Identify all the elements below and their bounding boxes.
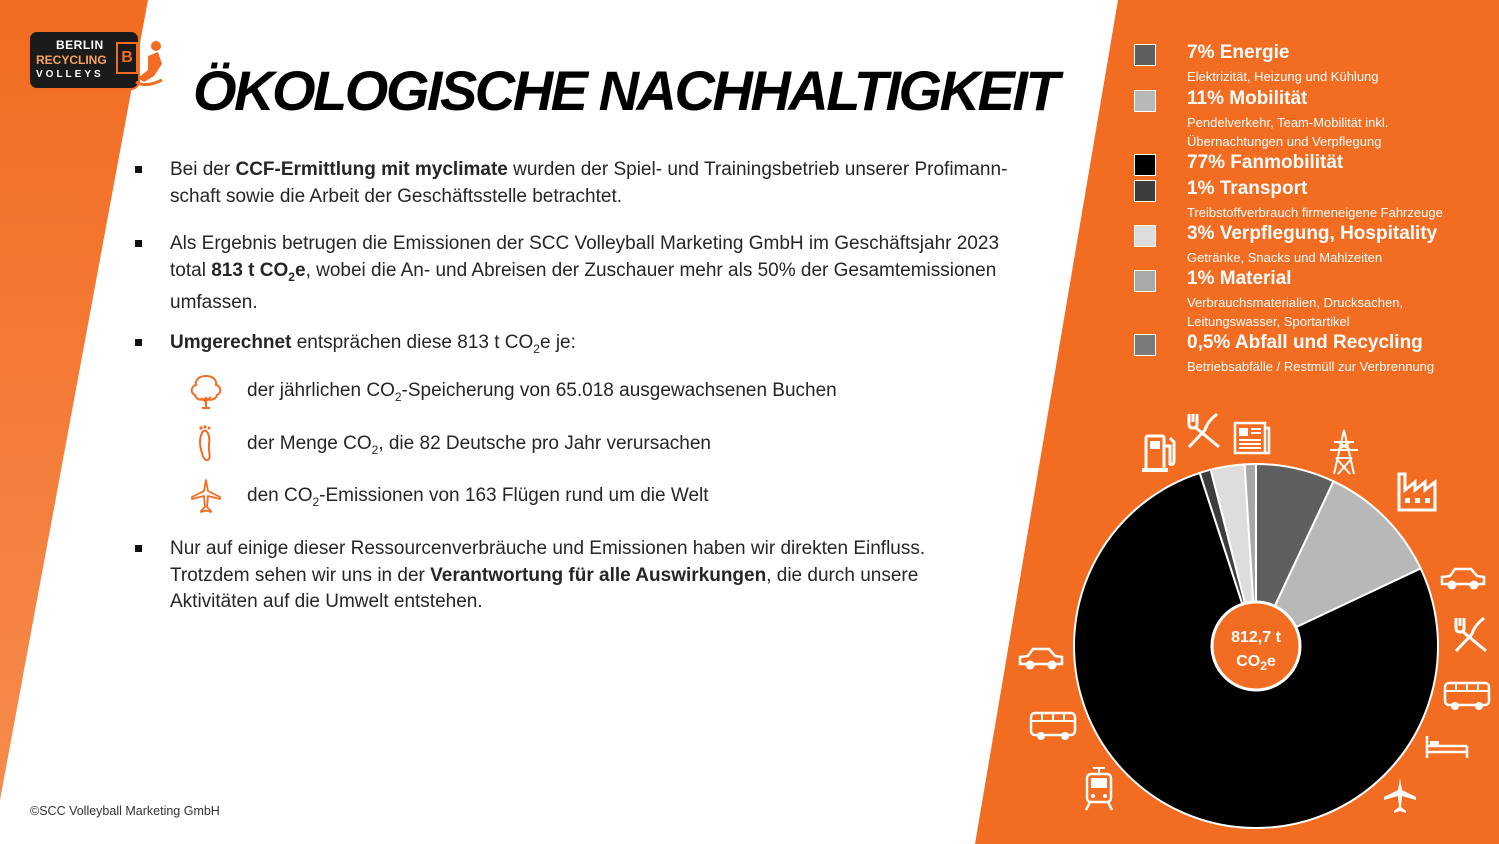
equivalent-text: der jährlichen $CO_2$-Speicherung von 65.018 ausgewachsenen Buchen bbox=[247, 380, 837, 404]
footprint-icon bbox=[188, 425, 224, 463]
legend-swatch bbox=[1134, 180, 1156, 202]
berlin-recycling-volleys-logo bbox=[28, 28, 168, 94]
legend-description: Leitungswasser, Sportartikel bbox=[1187, 314, 1350, 329]
cutlery-icon bbox=[1450, 614, 1490, 654]
equivalent-germans-per-year bbox=[188, 425, 948, 465]
bus-icon bbox=[1028, 710, 1078, 742]
car-icon bbox=[1016, 644, 1066, 674]
airplane-icon bbox=[188, 477, 224, 515]
logo-text-line2: RECYCLING bbox=[36, 53, 107, 67]
legend-description: Elektrizität, Heizung und Kühlung bbox=[1187, 69, 1379, 84]
legend-swatch bbox=[1134, 90, 1156, 112]
copyright-notice: ©SCC Volleyball Marketing GmbH bbox=[30, 804, 220, 818]
page-title: ÖKOLOGISCHE NACHHALTIGKEIT bbox=[193, 59, 1058, 122]
logo-mark: B bbox=[116, 42, 138, 74]
legend-description: Verbrauchsmaterialien, Drucksachen, bbox=[1187, 295, 1404, 310]
cutlery-icon bbox=[1183, 410, 1223, 450]
equivalent-flights-around-world bbox=[188, 477, 948, 517]
pie-center-label: 812,7 t $CO_2e$ bbox=[1231, 629, 1281, 674]
bullet-equivalents-intro: Umgerechnet entsprächen diese 813 t $CO_2e$ je: bbox=[135, 330, 1045, 362]
legend-description: Treibstoffverbrauch firmeneigene Fahrzeuge bbox=[1187, 205, 1443, 220]
bullet-emission-result: Als Ergebnis betrugen die Emissionen der SCC Volleyball Marketing GmbH im Geschäftsjahr 2023 total 813 t $CO_2e$, wobei die An- und Abreisen der Zuschauer mehr als 50% der Gesamtemissionen umfassen. bbox=[135, 231, 1045, 316]
equivalent-beech-trees bbox=[188, 372, 948, 412]
legend-description: Übernachtungen und Verpflegung bbox=[1187, 134, 1382, 149]
left-orange-wedge bbox=[0, 0, 148, 800]
legend-swatch bbox=[1134, 270, 1156, 292]
power-pylon-icon bbox=[1324, 428, 1364, 476]
legend-swatch bbox=[1134, 334, 1156, 356]
legend-heading: 7% Energie bbox=[1187, 42, 1290, 63]
logo-badge bbox=[28, 30, 140, 90]
volleyball-player-icon bbox=[128, 36, 170, 88]
legend-swatch bbox=[1134, 154, 1156, 176]
legend-heading: 11% Mobilität bbox=[1187, 88, 1308, 109]
legend-description: Pendelverkehr, Team-Mobilität inkl. bbox=[1187, 115, 1389, 130]
legend-description: Getränke, Snacks und Mahlzeiten bbox=[1187, 250, 1383, 265]
legend-swatch bbox=[1134, 225, 1156, 247]
logo-text-line1: BERLIN bbox=[56, 38, 104, 52]
bullet-ccf-methodology: Bei der CCF-Ermittlung mit myclimate wurden der Spiel- und Trainingsbetrieb unserer Profimann- schaft sowie die Arbeit der Geschäftsstelle betrachtet. bbox=[135, 157, 1045, 210]
factory-icon bbox=[1395, 468, 1439, 512]
bullet-responsibility: Nur auf einige dieser Ressourcenverbräuche und Emissionen haben wir direkten Einfluss. Trotzdem sehen wir uns in der Verantwortung für alle Auswirkungen, die durch unsere Aktivitäten auf die Umwelt entstehen. bbox=[135, 536, 1045, 616]
legend-heading: 1% Material bbox=[1187, 268, 1292, 289]
legend-heading: 3% Verpflegung, Hospitality bbox=[1187, 223, 1438, 244]
legend-swatch bbox=[1134, 44, 1156, 66]
newspaper-icon bbox=[1232, 420, 1272, 456]
legend-description: Betriebsabfälle / Restmüll zur Verbrennung bbox=[1187, 359, 1435, 374]
equivalent-text: der Menge $CO_2$, die 82 Deutsche pro Jahr verursachen bbox=[247, 433, 711, 457]
equivalent-text: den $CO_2$-Emissionen von 163 Flügen rund um die Welt bbox=[247, 485, 709, 509]
bus-icon bbox=[1442, 680, 1492, 712]
bed-icon bbox=[1424, 734, 1470, 760]
tram-icon bbox=[1082, 766, 1116, 812]
car-icon bbox=[1438, 564, 1488, 594]
legend-heading: 0,5% Abfall und Recycling bbox=[1187, 332, 1423, 353]
fuel-pump-icon bbox=[1140, 430, 1180, 474]
legend-heading: 77% Fanmobilität bbox=[1187, 152, 1344, 173]
legend-heading: 1% Transport bbox=[1187, 178, 1308, 199]
tree-icon bbox=[188, 372, 224, 410]
airplane-icon bbox=[1380, 776, 1420, 816]
logo-text-line3: VOLLEYS bbox=[36, 69, 104, 80]
